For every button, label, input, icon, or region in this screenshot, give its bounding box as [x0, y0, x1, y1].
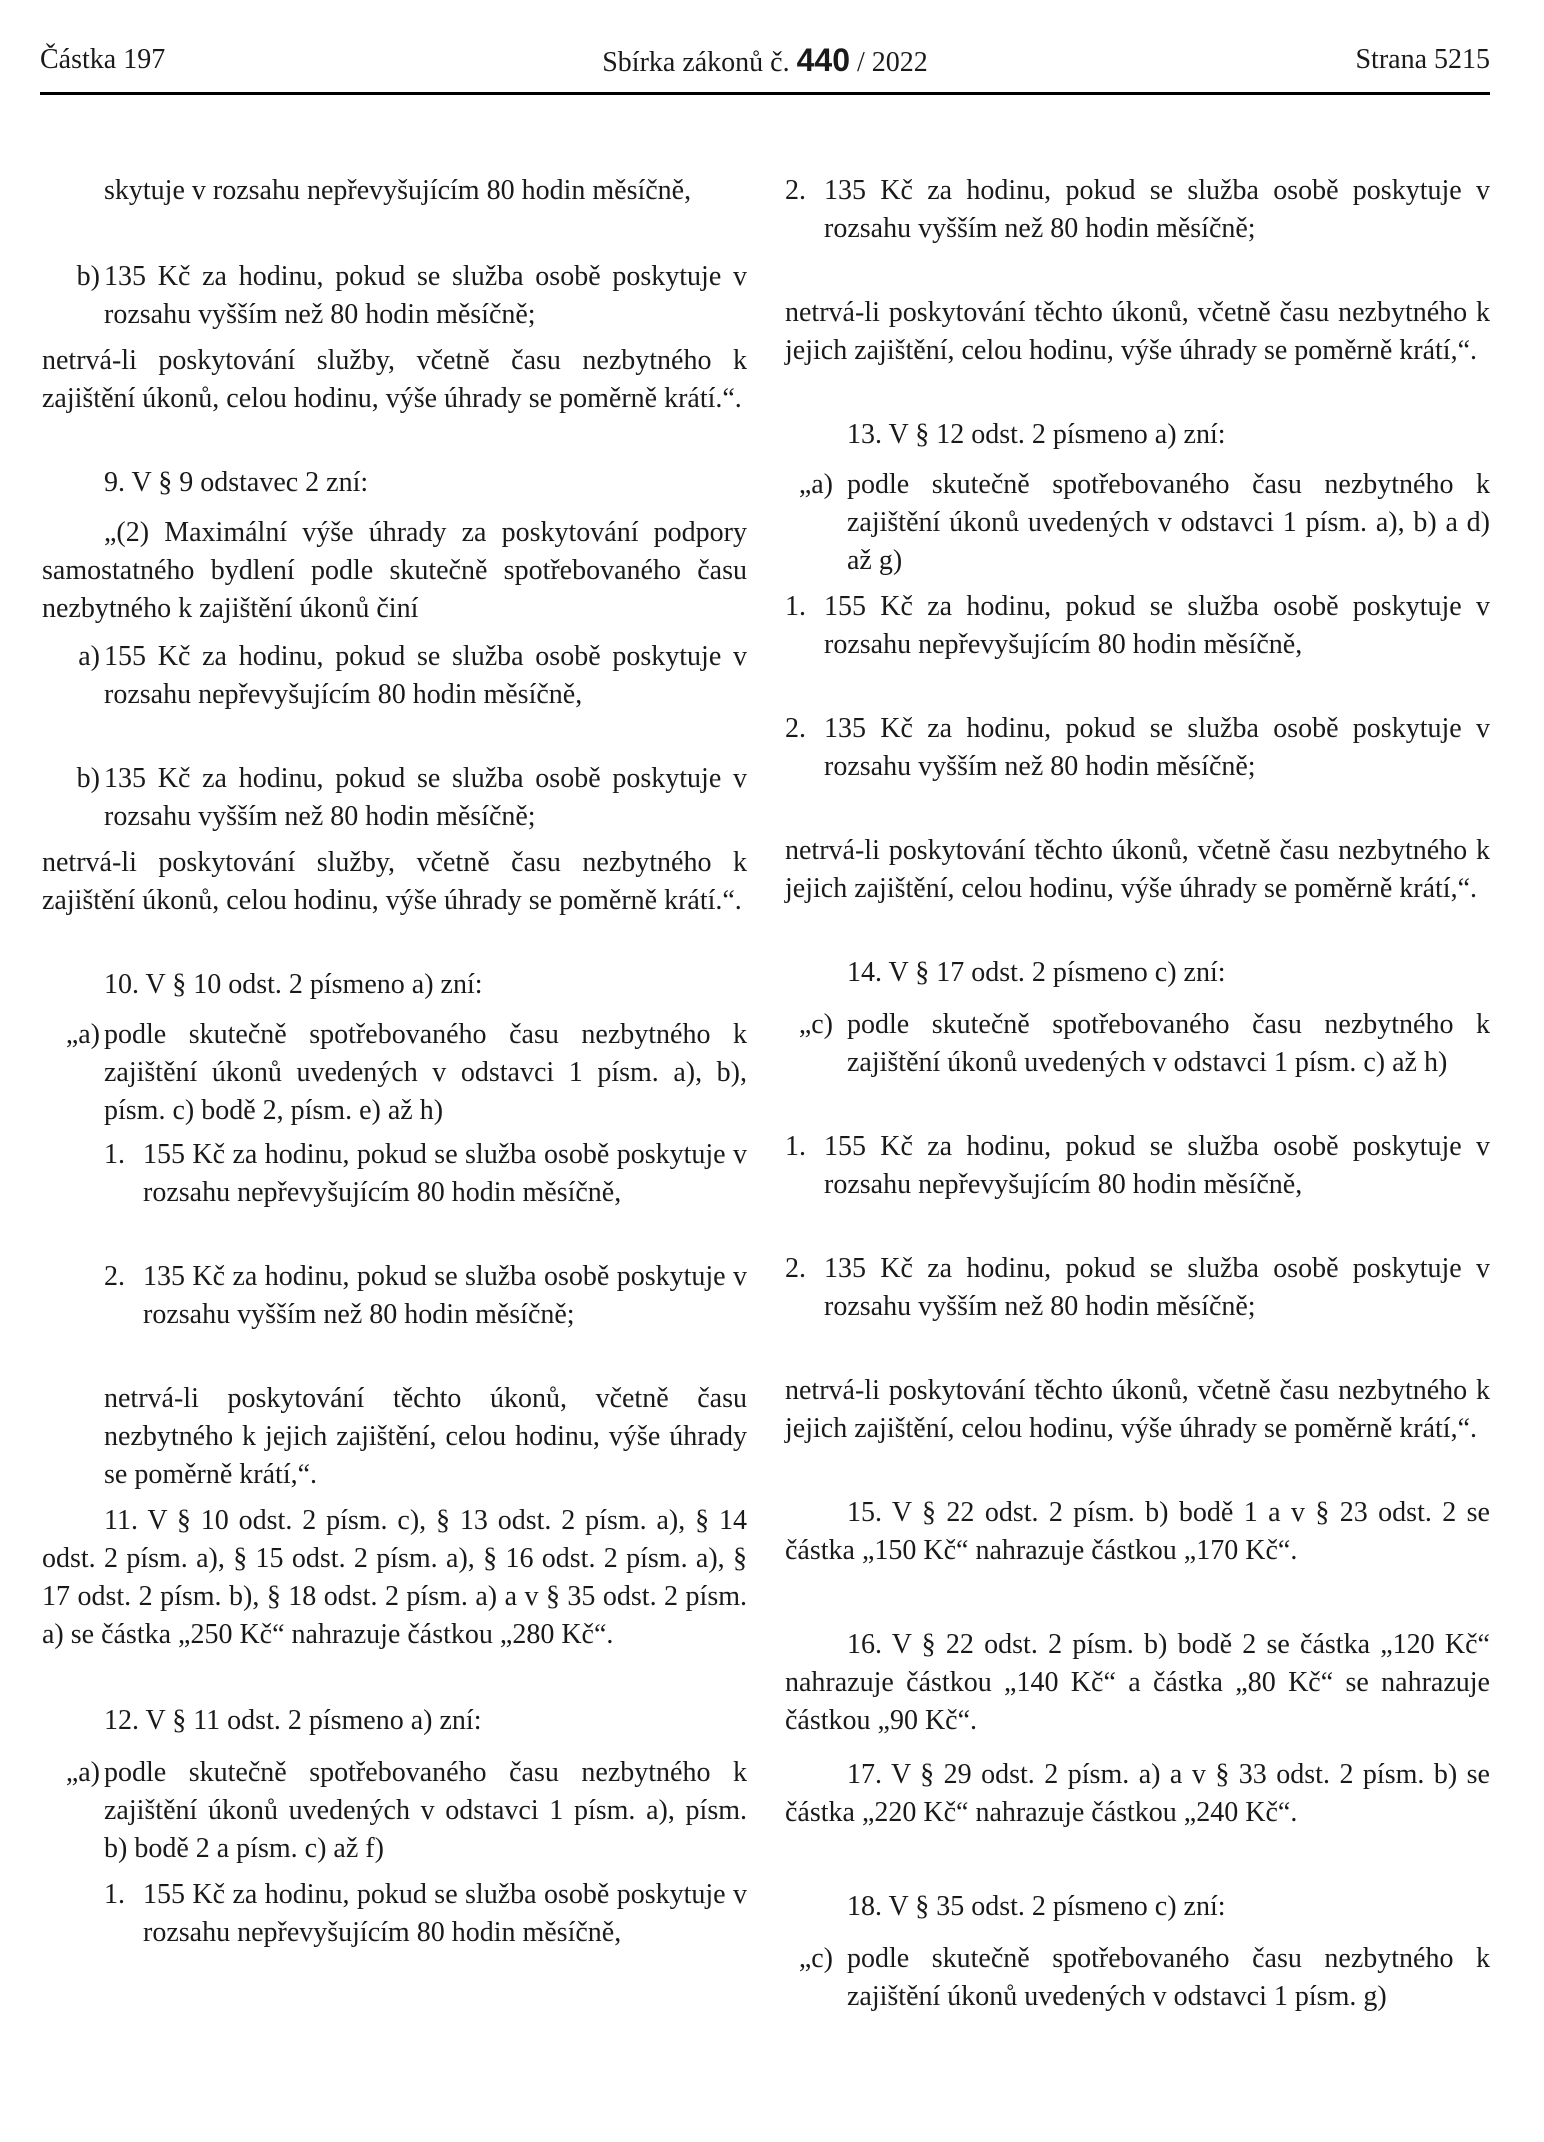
list-text: 135 Kč za hodinu, pokud se služba osobě poskytuje v rozsahu vyšším než 80 hodin měsíčně; — [104, 763, 747, 832]
list-label: b) — [76, 763, 100, 794]
sub-text: 155 Kč za hodinu, pokud se služba osobě poskytuje v rozsahu nepřevyšujícím 80 hodin měsíčně, — [824, 1131, 1490, 1200]
sub-item-2 — [785, 710, 1490, 786]
amendment-heading-12: 12. V § 11 odst. 2 písmeno a) zní: — [104, 1705, 482, 1736]
sub-text: 155 Kč za hodinu, pokud se služba osobě poskytuje v rozsahu nepřevyšujícím 80 hodin měsíčně, — [824, 591, 1490, 660]
list-item-c — [785, 1940, 1490, 2016]
paragraph: netrvá-li poskytování těchto úkonů, včetně času nezbytného k jejich zajištění, celou hodinu, výše úhrady se poměrně krátí,“. — [785, 1375, 1490, 1444]
paragraph: netrvá-li poskytování služby, včetně času nezbytného k zajištění úkonů, celou hodinu, výše úhrady se poměrně krátí.“. — [42, 345, 747, 414]
list-text: podle skutečně spotřebovaného času nezbytného k zajištění úkonů uvedených v odstavci 1 písm. a), písm. b) bodě 2 a písm. c) až f) — [104, 1757, 747, 1864]
sub-label: 1. — [785, 1131, 806, 1162]
paragraph: netrvá-li poskytování těchto úkonů, včetně času nezbytného k jejich zajištění, celou hodinu, výše úhrady se poměrně krátí,“. — [785, 835, 1490, 904]
list-item-a — [42, 638, 747, 714]
sub-label: 1. — [104, 1879, 125, 1910]
paragraph: netrvá-li poskytování těchto úkonů, včetně času nezbytného k jejich zajištění, celou hodinu, výše úhrady se poměrně krátí,“. — [104, 1383, 747, 1490]
sub-label: 2. — [104, 1261, 125, 1292]
amendment-heading-13: 13. V § 12 odst. 2 písmeno a) zní: — [847, 419, 1226, 450]
list-label: „a) — [798, 469, 833, 500]
sub-label: 2. — [785, 175, 806, 206]
list-text: podle skutečně spotřebovaného času nezbytného k zajištění úkonů uvedených v odstavci 1 písm. a), b) a d) až g) — [847, 469, 1490, 576]
amendment-heading-10: 10. V § 10 odst. 2 písmeno a) zní: — [104, 969, 483, 1000]
list-text: 155 Kč za hodinu, pokud se služba osobě poskytuje v rozsahu nepřevyšujícím 80 hodin měsíčně, — [104, 641, 747, 710]
issue-number: Částka 197 — [40, 44, 166, 75]
amendment-heading-18: 18. V § 35 odst. 2 písmeno c) zní: — [847, 1891, 1226, 1922]
list-label: „c) — [798, 1943, 833, 1974]
collection-title — [40, 40, 1490, 83]
amendment-17: 17. V § 29 odst. 2 písm. a) a v § 33 odst. 2 písm. b) se částka „220 Kč“ nahrazuje částkou „240 Kč“. — [785, 1759, 1490, 1828]
sub-label: 2. — [785, 1253, 806, 1284]
amendment-11: 11. V § 10 odst. 2 písm. c), § 13 odst. 2 písm. a), § 14 odst. 2 písm. a), § 15 odst. 2 písm. a), § 16 odst. 2 písm. a), § 17 odst. 2 písm. b), § 18 odst. 2 písm. a) a v § 35 odst. 2 písm. a) se částka „250 Kč“ nahrazuje částkou „280 Kč“. — [42, 1505, 747, 1650]
list-item-a — [785, 466, 1490, 580]
sub-text: 155 Kč za hodinu, pokud se služba osobě poskytuje v rozsahu nepřevyšujícím 80 hodin měsíčně, — [143, 1139, 747, 1208]
amendment-15: 15. V § 22 odst. 2 písm. b) bodě 1 a v § 23 odst. 2 se částka „150 Kč“ nahrazuje částkou „170 Kč“. — [785, 1497, 1490, 1566]
list-label: b) — [76, 261, 100, 292]
paragraph-continuation: skytuje v rozsahu nepřevyšujícím 80 hodin měsíčně, — [104, 175, 692, 206]
paragraph: netrvá-li poskytování služby, včetně času nezbytného k zajištění úkonů, celou hodinu, výše úhrady se poměrně krátí.“. — [42, 847, 747, 916]
sub-item-1 — [42, 1136, 747, 1212]
sub-item-2 — [42, 1258, 747, 1334]
paragraph-quote: „(2) Maximální výše úhrady za poskytování podpory samostatného bydlení podle skutečně spotřebovaného času nezbytného k zajištění úkonů činí — [42, 517, 747, 624]
list-item-a — [42, 1016, 747, 1130]
sub-label: 1. — [785, 591, 806, 622]
sub-item-1 — [785, 588, 1490, 664]
amendment-heading-14: 14. V § 17 odst. 2 písmeno c) zní: — [847, 957, 1226, 988]
list-label: „c) — [798, 1009, 833, 1040]
list-label: a) — [78, 641, 100, 672]
sub-label: 2. — [785, 713, 806, 744]
sub-text: 155 Kč za hodinu, pokud se služba osobě poskytuje v rozsahu nepřevyšujícím 80 hodin měsíčně, — [143, 1879, 747, 1948]
year: / 2022 — [857, 47, 928, 78]
page-number: Strana 5215 — [1355, 44, 1490, 75]
page-header — [40, 40, 1490, 95]
list-item-c — [785, 1006, 1490, 1082]
list-text: podle skutečně spotřebovaného času nezbytného k zajištění úkonů uvedených v odstavci 1 písm. a), b), písm. c) bodě 2, písm. e) až h) — [104, 1019, 747, 1126]
amendment-heading-9: 9. V § 9 odstavec 2 zní: — [104, 467, 369, 498]
collection-title-prefix: Sbírka zákonů č. — [602, 47, 790, 78]
sub-item-1 — [42, 1876, 747, 1952]
sub-text: 135 Kč za hodinu, pokud se služba osobě poskytuje v rozsahu vyšším než 80 hodin měsíčně; — [824, 175, 1490, 244]
list-label: „a) — [65, 1757, 100, 1788]
sub-item-2 — [785, 172, 1490, 248]
sub-text: 135 Kč za hodinu, pokud se služba osobě poskytuje v rozsahu vyšším než 80 hodin měsíčně; — [824, 713, 1490, 782]
list-label: „a) — [65, 1019, 100, 1050]
list-text: 135 Kč za hodinu, pokud se služba osobě poskytuje v rozsahu vyšším než 80 hodin měsíčně; — [104, 261, 747, 330]
amendment-16: 16. V § 22 odst. 2 písm. b) bodě 2 se částka „120 Kč“ nahrazuje částkou „140 Kč“ a částka „80 Kč“ se nahrazuje částkou „90 Kč“. — [785, 1629, 1490, 1736]
law-number: 440 — [796, 42, 850, 78]
sub-text: 135 Kč za hodinu, pokud se služba osobě poskytuje v rozsahu vyšším než 80 hodin měsíčně; — [824, 1253, 1490, 1322]
sub-item-1 — [785, 1128, 1490, 1204]
list-item-b — [42, 760, 747, 836]
paragraph: netrvá-li poskytování těchto úkonů, včetně času nezbytného k jejich zajištění, celou hodinu, výše úhrady se poměrně krátí,“. — [785, 297, 1490, 366]
sub-text: 135 Kč za hodinu, pokud se služba osobě poskytuje v rozsahu vyšším než 80 hodin měsíčně; — [143, 1261, 747, 1330]
list-item-b — [42, 258, 747, 334]
list-text: podle skutečně spotřebovaného času nezbytného k zajištění úkonů uvedených v odstavci 1 písm. g) — [847, 1943, 1490, 2012]
sub-item-2 — [785, 1250, 1490, 1326]
list-text: podle skutečně spotřebovaného času nezbytného k zajištění úkonů uvedených v odstavci 1 písm. c) až h) — [847, 1009, 1490, 1078]
list-item-a — [42, 1754, 747, 1868]
sub-label: 1. — [104, 1139, 125, 1170]
